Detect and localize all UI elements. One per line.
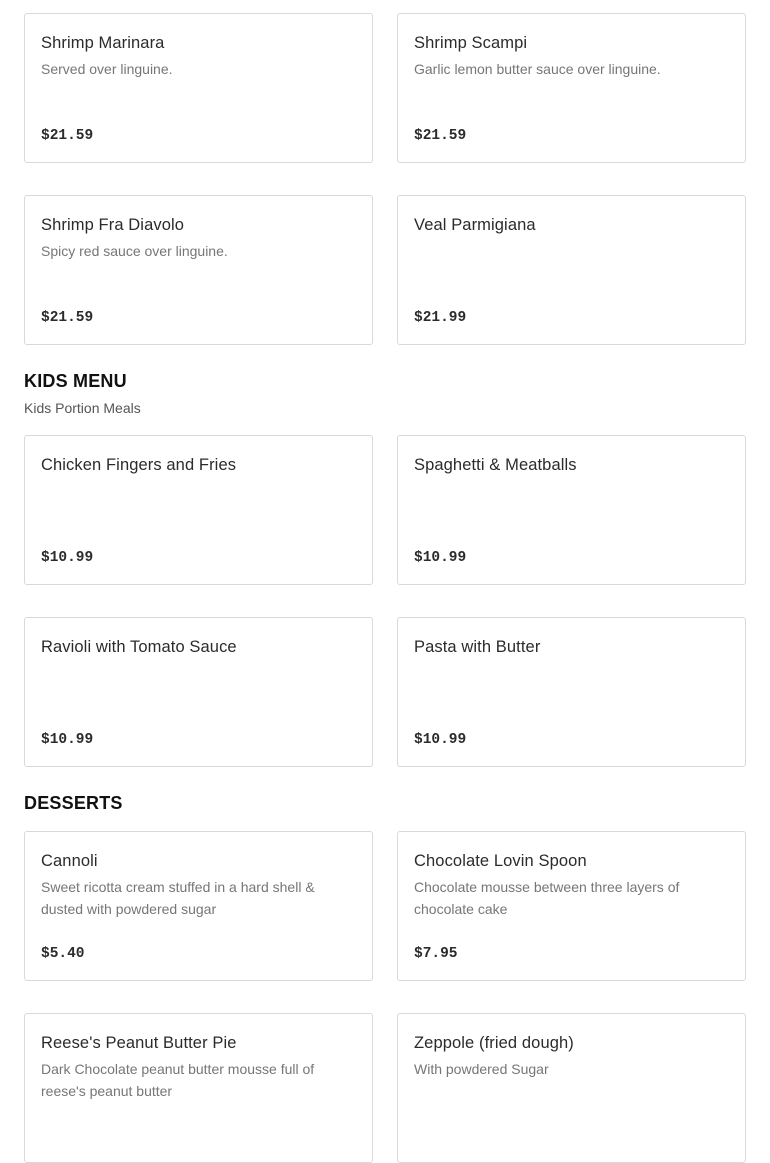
section-subtitle-kids-menu: Kids Portion Meals <box>24 400 141 416</box>
menu-item-name: Ravioli with Tomato Sauce <box>41 638 237 656</box>
menu-item-price: $10.99 <box>41 550 94 566</box>
menu-item-price: $10.99 <box>414 732 467 748</box>
menu-item-card[interactable] <box>24 831 373 981</box>
menu-item-card[interactable] <box>397 195 746 345</box>
menu-item-card[interactable] <box>24 617 373 767</box>
menu-item-card[interactable] <box>397 1013 746 1163</box>
menu-item-price: $10.99 <box>414 550 467 566</box>
menu-item-name: Chicken Fingers and Fries <box>41 456 237 474</box>
menu-item-price: $21.99 <box>414 310 467 326</box>
menu-item-name: Cannoli <box>41 852 98 870</box>
menu-item-card[interactable] <box>24 195 373 345</box>
menu-item-name: Veal Parmigiana <box>414 216 536 234</box>
menu-item-description: Served over linguine. <box>41 61 173 77</box>
menu-item-description: Spicy red sauce over linguine. <box>41 243 228 259</box>
menu-item-name: Spaghetti & Meatballs <box>414 456 577 474</box>
menu-item-price: $7.95 <box>414 946 458 962</box>
menu-item-description: Dark Chocolate peanut butter mousse full of reese's peanut butter <box>41 1061 315 1099</box>
menu-item-card[interactable] <box>397 13 746 163</box>
menu-item-name: Shrimp Marinara <box>41 34 165 52</box>
menu-item-name: Reese's Peanut Butter Pie <box>41 1034 237 1052</box>
menu-item-name: Shrimp Fra Diavolo <box>41 216 185 234</box>
menu-item-description: Garlic lemon butter sauce over linguine. <box>414 61 661 77</box>
pasta-items-grid <box>24 13 746 345</box>
menu-item-card[interactable] <box>397 617 746 767</box>
menu-item-price: $21.59 <box>414 128 467 144</box>
menu-item-price: $5.40 <box>41 946 85 962</box>
menu-item-name: Shrimp Scampi <box>414 34 528 52</box>
menu-item-card[interactable] <box>24 13 373 163</box>
menu-item-name: Pasta with Butter <box>414 638 541 656</box>
menu-item-price: $21.59 <box>41 128 94 144</box>
menu-item-description: With powdered Sugar <box>414 1061 549 1077</box>
menu-item-description: Sweet ricotta cream stuffed in a hard shell & dusted with powdered sugar <box>41 879 315 917</box>
kids-menu-grid <box>24 435 746 767</box>
menu-item-card[interactable] <box>397 435 746 585</box>
section-title-desserts: DESSERTS <box>24 793 123 813</box>
menu-item-card[interactable] <box>24 1013 373 1163</box>
menu-item-price: $21.59 <box>41 310 94 326</box>
menu-item-card[interactable] <box>24 435 373 585</box>
section-title-kids-menu: KIDS MENU <box>24 371 127 391</box>
desserts-grid <box>24 831 746 1163</box>
menu-item-name: Zeppole (fried dough) <box>414 1034 574 1052</box>
menu-item-description: Chocolate mousse between three layers of chocolate cake <box>414 879 680 917</box>
menu-item-card[interactable] <box>397 831 746 981</box>
menu-item-price: $10.99 <box>41 732 94 748</box>
menu-item-name: Chocolate Lovin Spoon <box>414 852 587 870</box>
